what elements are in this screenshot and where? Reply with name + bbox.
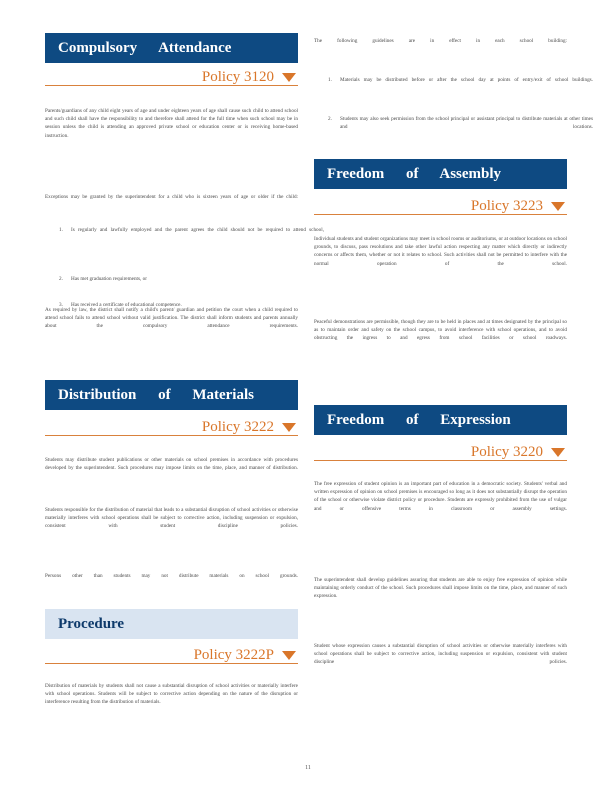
compulsory-para-1: Parents/guardians of any child eight years of age and under eighteen years of age shall cause such child to attend school and such child shall have the responsibility to and therefore shall attend for the full time when such school may be in session unless the child is attending an approved private school or education center or is receiving home-based instruction. <box>45 108 298 139</box>
procedure-list-item-2 <box>314 115 609 131</box>
freedom-assembly-header: Freedom of Assembly <box>314 159 567 189</box>
list-number: 1. <box>328 77 332 83</box>
triangle-down-icon <box>282 73 296 82</box>
distribution-para-3: Persons other than students may not distribute materials on school grounds. <box>45 573 298 579</box>
list-number: 1. <box>59 227 63 233</box>
list-text: Is regularly and lawfully employed and the parent agrees the child should not be required to attend school, <box>71 227 324 233</box>
distribution-para-2: Students responsible for the distribution of material that leads to a substantial disruption of school activities or otherwise materially interferes with school operations shall be subject to corrective action, including suspension or expulsion, consistent with student discipline policies. <box>45 507 298 530</box>
list-text: Students may also seek permission from the school principal or assistant principal to distribute materials at other times and locations. <box>340 116 593 131</box>
compulsory-attendance-header: Compulsory Attendance <box>45 33 298 63</box>
triangle-down-icon <box>282 651 296 660</box>
compulsory-attendance-policy <box>45 68 298 86</box>
assembly-para-1: Individual students and student organizations may meet in school rooms or auditoriums, or at outdoor locations on school grounds, to discuss, pass resolutions and take other lawful action respecting any matter which directly or indirectly concerns or affects them, whether or not it relates to school. Such activities shall not be permitted to interfere with the normal operation of the school. <box>314 236 567 267</box>
freedom-assembly-policy <box>314 197 567 215</box>
distribution-materials-policy <box>45 418 298 436</box>
expression-para-3: Student whose expression causes a substantial disruption of school activities or otherwise materially interferes with school operations shall be subject to corrective action, including suspension or expulsion, consistent with student discipline policies. <box>314 643 567 666</box>
policy-number: Policy 3222P <box>193 647 274 663</box>
distribution-materials-header: Distribution of Materials <box>45 380 298 410</box>
expression-para-1: The free expression of student opinion is an important part of education in a democratic society. Students' verbal and written expression of opinion on school premises is encouraged so long as it does not substantially disrupt the operation of the school or otherwise violate district policy or procedure. Students are expressly prohibited from the use of vulgar and or offensive terms in classroom or assembly settings. <box>314 481 567 512</box>
policy-number: Policy 3220 <box>470 444 543 460</box>
procedure-para-1: Distribution of materials by students shall not cause a substantial disruption of school activities or materially interfere with school operations. Students will be subject to corrective action depending on the nature of the disruption or interference resulting from the distribution of materials. <box>45 683 298 706</box>
compulsory-para-3: As required by law, the district shall notify a child's parent/ guardian and petition the court when a child required to attend school fails to attend school without valid justification. The district shall inform students and parents annually about the compulsory attendance requirements. <box>45 307 298 330</box>
expression-para-2: The superintendent shall develop guidelines assuring that students are able to enjoy free expression of opinion while maintaining orderly conduct of the school. Such procedures shall impose limits on the time, place, and manner of such expression. <box>314 577 567 600</box>
triangle-down-icon <box>551 202 565 211</box>
assembly-para-2: Peaceful demonstrations are permissible, though they are to be held in places and at times designated by the principal so as to maintain order and safety on the school campus, to avoid interference with school operations, and to avoid obstructing the ingress to and egress from school facilities or school roadways. <box>314 319 567 342</box>
freedom-expression-header: Freedom of Expression <box>314 405 567 435</box>
triangle-down-icon <box>282 423 296 432</box>
freedom-expression-policy <box>314 443 567 461</box>
triangle-down-icon <box>551 448 565 457</box>
list-number: 2. <box>328 116 332 123</box>
list-number: 3. <box>59 302 63 309</box>
procedure-policy <box>45 646 298 664</box>
list-text: Materials may be distributed before or after the school day at points of entry/exit of school buildings. <box>340 77 593 83</box>
distribution-para-1: Students may distribute student publications or other materials on school premises in accordance with procedures developed by the superintendent. Such procedures may impose limits on the time, place, and manner of distribution. <box>45 457 298 472</box>
procedure-list-item-1 <box>314 76 609 84</box>
compulsory-para-2: Exceptions may be granted by the superintendent for a child who is sixteen years of age or older if the child: <box>45 194 298 200</box>
list-number: 2. <box>59 276 63 283</box>
list-text: Has received a certificate of educational competence. <box>71 302 182 309</box>
list-text: Has met graduation requirements, or <box>71 276 147 283</box>
compulsory-list-item-2 <box>45 275 340 283</box>
compulsory-list-item-1 <box>45 226 340 234</box>
page-number: 11 <box>305 765 311 771</box>
right-column <box>314 0 593 666</box>
procedure-para-2: The following guidelines are in effect in each school building: <box>314 38 567 44</box>
left-column <box>45 0 324 706</box>
procedure-header: Procedure <box>45 609 298 639</box>
policy-number: Policy 3223 <box>470 198 543 214</box>
policy-number: Policy 3222 <box>201 419 274 435</box>
policy-number: Policy 3120 <box>201 69 274 85</box>
